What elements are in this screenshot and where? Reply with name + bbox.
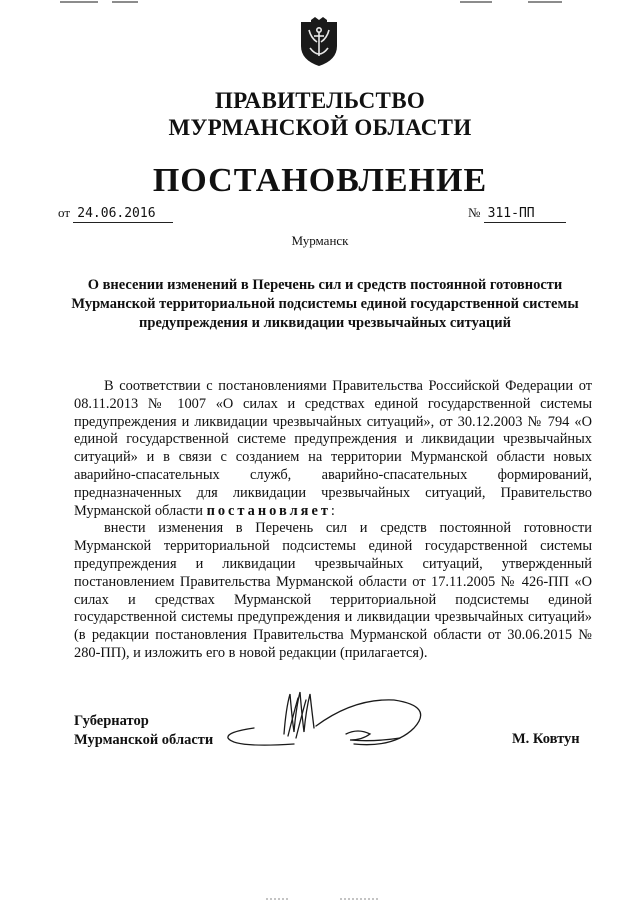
body-paragraph-2: внести изменения в Перечень сил и средств постоянной готовности Мурманской территориальной подсистемы единой государственной системы предупреждения и ликвидации чрезвычайных ситуаций, утвержденный постановлением Правительства Мурманской области от 17.11.2005 № 426-ПП «О силах и средствах Мурманской территориальной подсистемы единой государственной системы предупреждения и ликвидации чрезвычайных ситуаций» (в редакции постановления Правительства Мурманской области от 30.06.2015 № 280-ПП), и изложить его в новой редакции (прилагается). [74, 520, 592, 661]
org-name-line2: МУРМАНСКОЙ ОБЛАСТИ [168, 115, 472, 140]
signatory-title-line2: Мурманской области [74, 732, 214, 748]
handwritten-signature [224, 688, 424, 756]
scan-bottom-marks [0, 896, 640, 902]
document-type-title: ПОСТАНОВЛЕНИЕ [152, 162, 488, 199]
signatory-title [74, 712, 213, 750]
date-value: 24.06.2016 [73, 206, 173, 223]
document-subject: О внесении изменений в Перечень сил и средств постоянной готовности Мурманской территориальной подсистемы единой государственной системы предупреждения и ликвидации чрезвычайных ситуаций [71, 277, 579, 331]
body-paragraph-1 [74, 378, 592, 520]
number-prefix: № [468, 205, 481, 220]
body-paragraph-1-text: В соответствии с постановлениями Правительства Российской Федерации от 08.11.2013 № 1007 «О силах и средствах единой государственной системы предупреждения и ликвидации чрезвычайных ситуаций», от 30.12.2003 № 794 «О единой государственной системе предупреждения и ликвидации чрезвычайных ситуаций» и в связи с созданием на территории Мурманской области новых аварийно-спасательных служб, аварийно-спасательных формирований, предназначенных для ликвидации чрезвычайных ситуаций, Правительство Мурманской области [74, 378, 592, 519]
signatory-title-line1: Губернатор [74, 713, 149, 729]
date-prefix: от [58, 205, 71, 220]
resolution-colon: : [330, 502, 335, 519]
org-name-line1: ПРАВИТЕЛЬСТВО [214, 88, 426, 113]
number-value: 311-ПП [484, 206, 566, 223]
scan-top-marks [0, 0, 640, 6]
signatory-name: М. Ковтун [512, 731, 580, 747]
document-body [74, 378, 592, 663]
murmansk-coat-of-arms-icon [297, 16, 341, 68]
resolution-keyword: постановляет [206, 502, 331, 519]
city-name: Мурманск [291, 233, 349, 248]
document-number [468, 205, 566, 223]
document-date [58, 205, 173, 223]
